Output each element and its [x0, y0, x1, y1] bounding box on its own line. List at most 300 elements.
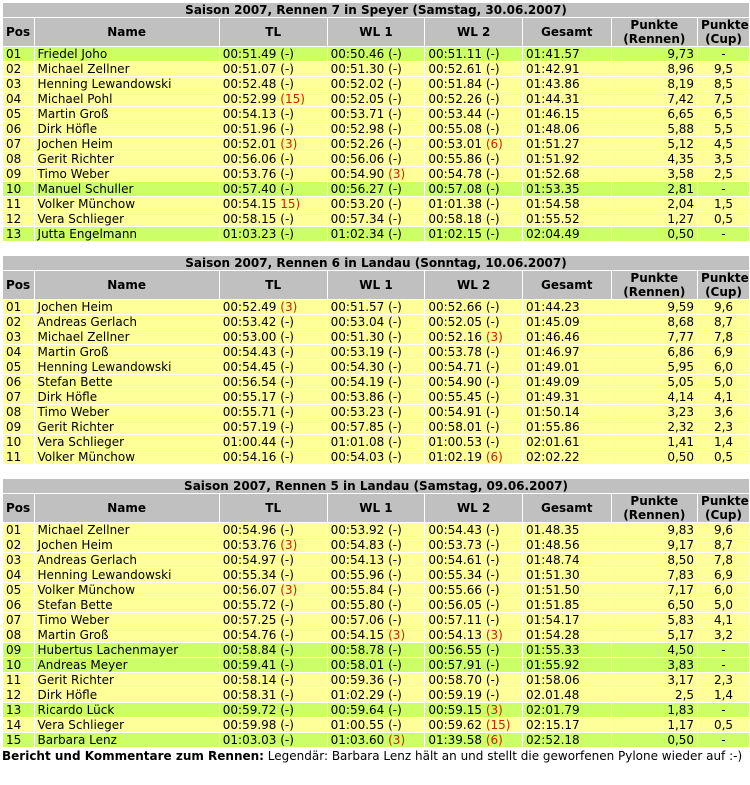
penalty-value: (-)	[388, 688, 402, 702]
penalty-value: 15)	[280, 197, 301, 211]
wl1-cell	[328, 718, 425, 732]
points-race: 1,27	[667, 212, 695, 226]
time-value: 00:52.26	[330, 137, 385, 151]
points-race: 2,32	[667, 420, 695, 434]
points-race: 1,17	[667, 718, 695, 732]
name-cell	[35, 450, 219, 464]
time-value: 00:56.55	[428, 643, 482, 657]
table-row	[3, 598, 749, 612]
total-time: 02:52.18	[526, 733, 580, 747]
penalty-value: (-)	[280, 703, 294, 717]
points-race: 5,95	[667, 360, 695, 374]
pos-cell	[3, 583, 34, 597]
gesamt-cell	[523, 122, 611, 136]
time-value: 00:59.41	[222, 658, 277, 672]
pos-cell	[3, 212, 34, 226]
tl-cell	[220, 390, 327, 404]
time-value: 00:53.42	[222, 315, 277, 329]
table-row	[3, 47, 749, 61]
time-value: 00:54.30	[330, 360, 385, 374]
table-row	[3, 643, 749, 657]
driver-name: Timo Weber	[37, 167, 110, 181]
points-cup: 2,3	[713, 420, 734, 434]
name-cell	[35, 390, 219, 404]
penalty-value: (-)	[485, 538, 500, 552]
header-punkte-cup-label: Punkte	[701, 18, 749, 32]
header-name	[35, 494, 219, 522]
points-race: 2,5	[674, 688, 695, 702]
punkte-rennen-cell	[612, 405, 698, 419]
points-cup: -	[721, 227, 726, 241]
time-value: 00:54.15	[222, 197, 277, 211]
pos-cell	[3, 137, 34, 151]
points-cup: 4,1	[713, 390, 734, 404]
penalty-value: (-)	[280, 450, 294, 464]
pos-value: 12	[6, 212, 22, 226]
penalty-value: (-)	[280, 390, 294, 404]
wl2-cell	[425, 92, 522, 106]
punkte-cup-cell	[698, 137, 749, 151]
header-pos-label: Pos	[6, 278, 31, 292]
time-value: 00:52.02	[330, 77, 385, 91]
wl1-cell	[328, 300, 425, 314]
header-wl2	[425, 271, 522, 299]
gesamt-cell	[523, 568, 611, 582]
time-value: 00:58.15	[222, 212, 277, 226]
punkte-cup-cell	[698, 718, 749, 732]
punkte-rennen-cell	[612, 673, 698, 687]
penalty-value: (-)	[485, 182, 500, 196]
punkte-rennen-cell	[612, 718, 698, 732]
time-value: 00:58.31	[222, 688, 277, 702]
time-value: 00:54.91	[428, 405, 482, 419]
wl1-cell	[328, 390, 425, 404]
penalty-value: (-)	[388, 553, 402, 567]
penalty-value: (-)	[485, 345, 500, 359]
name-cell	[35, 673, 219, 687]
punkte-rennen-cell	[612, 62, 698, 76]
penalty-value: (-)	[388, 360, 402, 374]
time-value: 00:56.06	[330, 152, 385, 166]
name-cell	[35, 613, 219, 627]
driver-name: Volker Münchow	[37, 583, 136, 597]
pos-value: 12	[6, 688, 22, 702]
driver-name: Dirk Höfle	[37, 390, 98, 404]
penalty-value: (3)	[280, 583, 298, 597]
penalty-value: (-)	[388, 523, 402, 537]
time-value: 00:53.76	[222, 167, 277, 181]
time-value: 00:50.46	[330, 47, 385, 61]
gesamt-cell	[523, 300, 611, 314]
header-punkte-rennen	[612, 494, 698, 522]
penalty-value: (-)	[485, 435, 500, 449]
points-race: 1,83	[667, 703, 695, 717]
wl1-cell	[328, 450, 425, 464]
header-pos-label: Pos	[6, 501, 31, 515]
penalty-value: (-)	[388, 658, 402, 672]
penalty-value: (-)	[388, 137, 402, 151]
penalty-value: (-)	[388, 538, 402, 552]
time-value: 00:52.61	[428, 62, 482, 76]
points-cup: 6,9	[713, 568, 734, 582]
punkte-cup-cell	[698, 405, 749, 419]
wl1-cell	[328, 420, 425, 434]
penalty-value: (-)	[280, 315, 294, 329]
pos-cell	[3, 523, 34, 537]
pos-value: 04	[6, 92, 22, 106]
penalty-value: (-)	[388, 315, 402, 329]
wl2-cell	[425, 420, 522, 434]
header-wl2-label: WL 2	[456, 25, 491, 39]
time-value: 00:53.00	[222, 330, 277, 344]
pos-cell	[3, 330, 34, 344]
time-value: 00:56.05	[428, 598, 482, 612]
header-punkte-cup	[698, 18, 749, 46]
punkte-cup-cell	[698, 568, 749, 582]
penalty-value: (-)	[485, 598, 500, 612]
tl-cell	[220, 658, 327, 672]
table-row	[3, 182, 749, 196]
penalty-value: (-)	[485, 62, 500, 76]
table-row	[3, 197, 749, 211]
penalty-value: (3)	[388, 167, 406, 181]
header-tl-label: TL	[265, 278, 282, 292]
name-cell	[35, 420, 219, 434]
tl-cell	[220, 152, 327, 166]
header-tl-label: TL	[265, 501, 282, 515]
time-value: 00:59.64	[330, 703, 385, 717]
tl-cell	[220, 107, 327, 121]
gesamt-cell	[523, 167, 611, 181]
punkte-cup-cell	[698, 360, 749, 374]
time-value: 00:53.19	[330, 345, 385, 359]
driver-name: Michael Pohl	[37, 92, 113, 106]
penalty-value: (-)	[280, 122, 294, 136]
total-time: 02:04.49	[526, 227, 580, 241]
pos-value: 05	[6, 107, 22, 121]
penalty-value: (-)	[280, 330, 294, 344]
punkte-rennen-cell	[612, 613, 698, 627]
driver-name: Jutta Engelmann	[37, 227, 138, 241]
total-time: 01:50.14	[526, 405, 580, 419]
total-time: 01:53.35	[526, 182, 580, 196]
tl-cell	[220, 568, 327, 582]
penalty-value: (-)	[388, 568, 402, 582]
punkte-cup-cell	[698, 688, 749, 702]
points-cup: 0,5	[713, 718, 734, 732]
total-time: 02:15.17	[526, 718, 580, 732]
punkte-cup-cell	[698, 107, 749, 121]
tl-cell	[220, 92, 327, 106]
tl-cell	[220, 613, 327, 627]
table-row	[3, 733, 749, 747]
punkte-cup-cell	[698, 703, 749, 717]
header-name-label: Name	[107, 25, 147, 39]
header-punkte-rennen	[612, 271, 698, 299]
gesamt-cell	[523, 360, 611, 374]
table-row	[3, 405, 749, 419]
pos-value: 11	[6, 197, 22, 211]
time-value: 00:54.19	[330, 375, 385, 389]
wl2-cell	[425, 107, 522, 121]
penalty-value: (-)	[388, 182, 402, 196]
pos-value: 11	[6, 673, 22, 687]
gesamt-cell	[523, 47, 611, 61]
wl1-cell	[328, 523, 425, 537]
time-value: 00:51.30	[330, 330, 385, 344]
table-row	[3, 553, 749, 567]
time-value: 00:57.11	[428, 613, 482, 627]
points-race: 9,59	[667, 300, 695, 314]
pos-value: 07	[6, 137, 22, 151]
name-cell	[35, 77, 219, 91]
points-cup: -	[721, 643, 726, 657]
table-row	[3, 375, 749, 389]
penalty-value: (3)	[485, 330, 503, 344]
pos-cell	[3, 360, 34, 374]
total-time: 02:01.79	[526, 703, 580, 717]
tl-cell	[220, 212, 327, 226]
penalty-value: (-)	[280, 523, 294, 537]
points-race: 2,04	[667, 197, 695, 211]
pos-cell	[3, 673, 34, 687]
time-value: 00:57.40	[222, 182, 277, 196]
time-value: 00:54.43	[428, 523, 482, 537]
time-value: 00:52.48	[222, 77, 277, 91]
wl1-cell	[328, 673, 425, 687]
table-row	[3, 613, 749, 627]
total-time: 01:41.57	[526, 47, 580, 61]
points-race: 4,35	[667, 152, 695, 166]
wl1-cell	[328, 583, 425, 597]
punkte-cup-cell	[698, 182, 749, 196]
wl2-cell	[425, 613, 522, 627]
gesamt-cell	[523, 538, 611, 552]
tl-cell	[220, 553, 327, 567]
total-time: 01:54.17	[526, 613, 580, 627]
pos-value: 10	[6, 435, 22, 449]
gesamt-cell	[523, 553, 611, 567]
tl-cell	[220, 583, 327, 597]
wl1-cell	[328, 92, 425, 106]
punkte-rennen-cell	[612, 47, 698, 61]
wl1-cell	[328, 733, 425, 747]
wl1-cell	[328, 360, 425, 374]
wl1-cell	[328, 315, 425, 329]
header-gesamt	[523, 18, 611, 46]
points-cup: 5,5	[713, 122, 734, 136]
points-race: 1,41	[667, 435, 695, 449]
time-value: 00:53.78	[428, 345, 482, 359]
punkte-cup-cell	[698, 167, 749, 181]
points-cup: 0,5	[713, 450, 734, 464]
punkte-cup-cell	[698, 583, 749, 597]
gesamt-cell	[523, 77, 611, 91]
penalty-value: (-)	[280, 227, 294, 241]
gesamt-cell	[523, 435, 611, 449]
penalty-value: (15)	[280, 92, 305, 106]
time-value: 00:54.61	[428, 553, 482, 567]
points-race: 2,81	[667, 182, 695, 196]
tl-cell	[220, 598, 327, 612]
points-cup: 4,1	[713, 613, 734, 627]
punkte-cup-cell	[698, 92, 749, 106]
wl2-cell	[425, 330, 522, 344]
punkte-rennen-cell	[612, 450, 698, 464]
total-time: 01:48.06	[526, 122, 580, 136]
tl-cell	[220, 197, 327, 211]
penalty-value: (-)	[485, 673, 500, 687]
punkte-cup-cell	[698, 598, 749, 612]
penalty-value: (-)	[388, 598, 402, 612]
wl2-cell	[425, 643, 522, 657]
points-cup: 7,5	[713, 92, 734, 106]
wl1-cell	[328, 538, 425, 552]
penalty-value: (-)	[280, 405, 294, 419]
gesamt-cell	[523, 718, 611, 732]
points-cup: 9,6	[713, 523, 734, 537]
wl1-cell	[328, 568, 425, 582]
penalty-value: (-)	[280, 152, 294, 166]
penalty-value: (3)	[388, 628, 406, 642]
time-value: 00:54.71	[428, 360, 482, 374]
time-value: 01:00.55	[330, 718, 385, 732]
time-value: 00:52.05	[428, 315, 482, 329]
wl1-cell	[328, 643, 425, 657]
gesamt-cell	[523, 450, 611, 464]
table-row	[3, 523, 749, 537]
total-time: 01:55.33	[526, 643, 580, 657]
time-value: 00:58.78	[330, 643, 385, 657]
points-cup: 6,5	[713, 107, 734, 121]
header-punkte-cup-label: (Cup)	[705, 508, 742, 522]
name-cell	[35, 152, 219, 166]
header-wl1	[328, 494, 425, 522]
table-row	[3, 212, 749, 226]
total-time: 01:54.58	[526, 197, 580, 211]
time-value: 00:51.49	[222, 47, 277, 61]
tl-cell	[220, 47, 327, 61]
header-gesamt	[523, 271, 611, 299]
penalty-value: (-)	[485, 77, 500, 91]
penalty-value: (-)	[280, 47, 294, 61]
wl1-cell	[328, 182, 425, 196]
wl1-cell	[328, 613, 425, 627]
tl-cell	[220, 62, 327, 76]
points-race: 8,50	[667, 553, 695, 567]
driver-name: Martin Groß	[37, 107, 109, 121]
points-cup: 3,2	[713, 628, 734, 642]
penalty-value: (-)	[280, 688, 294, 702]
time-value: 00:55.08	[428, 122, 482, 136]
points-cup: 5,0	[713, 375, 734, 389]
penalty-value: (-)	[388, 330, 402, 344]
pos-cell	[3, 718, 34, 732]
driver-name: Henning Lewandowski	[37, 77, 172, 91]
points-cup: 6,9	[713, 345, 734, 359]
punkte-cup-cell	[698, 628, 749, 642]
header-name	[35, 18, 219, 46]
penalty-value: (-)	[280, 568, 294, 582]
driver-name: Dirk Höfle	[37, 122, 98, 136]
pos-value: 02	[6, 538, 22, 552]
time-value: 00:55.71	[222, 405, 277, 419]
penalty-value: (-)	[388, 375, 402, 389]
pos-value: 04	[6, 345, 22, 359]
penalty-value: (3)	[280, 538, 298, 552]
pos-cell	[3, 658, 34, 672]
wl1-cell	[328, 703, 425, 717]
time-value: 00:57.91	[428, 658, 482, 672]
results-table	[2, 478, 750, 748]
punkte-cup-cell	[698, 673, 749, 687]
wl2-cell	[425, 300, 522, 314]
pos-value: 08	[6, 628, 22, 642]
time-value: 00:55.80	[330, 598, 385, 612]
time-value: 01:00.53	[428, 435, 482, 449]
wl1-cell	[328, 227, 425, 241]
punkte-rennen-cell	[612, 628, 698, 642]
pos-cell	[3, 300, 34, 314]
time-value: 00:59.72	[222, 703, 277, 717]
name-cell	[35, 197, 219, 211]
tl-cell	[220, 628, 327, 642]
penalty-value: (-)	[388, 643, 402, 657]
punkte-rennen-cell	[612, 137, 698, 151]
time-value: 00:54.76	[222, 628, 277, 642]
race-comment	[2, 749, 746, 763]
name-cell	[35, 553, 219, 567]
points-cup: -	[721, 658, 726, 672]
penalty-value: (-)	[388, 673, 402, 687]
pos-cell	[3, 733, 34, 747]
table-row	[3, 583, 749, 597]
total-time: 01:51.27	[526, 137, 580, 151]
total-time: 01:44.31	[526, 92, 580, 106]
time-value: 00:52.99	[222, 92, 277, 106]
header-wl2-label: WL 2	[456, 501, 491, 515]
time-value: 00:53.44	[428, 107, 482, 121]
wl2-cell	[425, 345, 522, 359]
penalty-value: (-)	[485, 658, 500, 672]
time-value: 01:02.19	[428, 450, 482, 464]
header-pos	[3, 494, 34, 522]
time-value: 00:54.13	[330, 553, 385, 567]
pos-value: 02	[6, 62, 22, 76]
penalty-value: (-)	[485, 227, 500, 241]
time-value: 00:55.66	[428, 583, 482, 597]
name-cell	[35, 658, 219, 672]
punkte-rennen-cell	[612, 523, 698, 537]
points-race: 9,17	[667, 538, 695, 552]
header-punkte-rennen-label: Punkte	[630, 494, 679, 508]
penalty-value: (-)	[485, 47, 500, 61]
pos-value: 03	[6, 330, 22, 344]
wl2-cell	[425, 658, 522, 672]
time-value: 01:03.60	[330, 733, 385, 747]
punkte-cup-cell	[698, 300, 749, 314]
penalty-value: (-)	[388, 613, 402, 627]
table-row	[3, 300, 749, 314]
wl2-cell	[425, 375, 522, 389]
table-row	[3, 227, 749, 241]
gesamt-cell	[523, 523, 611, 537]
gesamt-cell	[523, 583, 611, 597]
time-value: 00:54.78	[428, 167, 482, 181]
pos-value: 06	[6, 598, 22, 612]
punkte-rennen-cell	[612, 703, 698, 717]
time-value: 00:53.92	[330, 523, 385, 537]
